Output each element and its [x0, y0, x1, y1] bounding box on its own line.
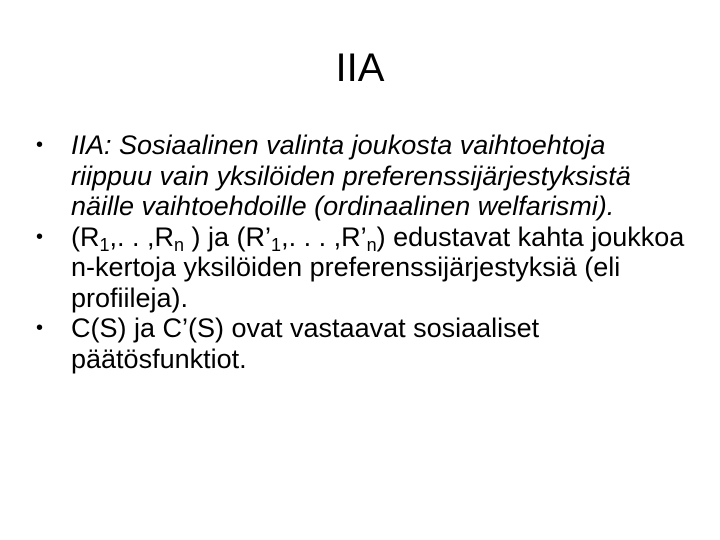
subscript: n [366, 234, 377, 255]
bullet-text: C(S) ja C’(S) ovat vastaavat sosiaaliset päätösfunktiot. [71, 313, 540, 374]
bullet-item-iia-definition [36, 130, 686, 222]
bullet-marker: • [36, 225, 44, 248]
bullet-marker: • [36, 134, 44, 156]
bullet-text-part: ) edustavat kahta joukkoa n-kertoja yksilöiden preferenssijärjestyksiä (eli profiileja). [71, 221, 685, 313]
bullet-item-decision-functions [36, 313, 686, 374]
subscript: 1 [271, 234, 282, 255]
bullet-text-part: ,. . . ,R’ [281, 221, 367, 252]
bullet-list [36, 130, 686, 374]
bullet-text-part: ) ja (R’ [184, 221, 272, 252]
slide-title: IIA [335, 46, 385, 90]
bullet-item-profiles [36, 222, 686, 314]
subscript: 1 [99, 234, 110, 255]
subscript: n [174, 234, 185, 255]
bullet-text: IIA: Sosiaalinen valinta joukosta vaihtoehtoja riippuu vain yksilöiden preferenssijärjestyksistä näille vaihtoehdoille (ordinaalinen welfarismi). [71, 130, 631, 221]
bullet-marker: • [36, 317, 44, 339]
bullet-text-part: (R [71, 221, 100, 252]
bullet-text-part: ,. . ,R [109, 221, 175, 252]
